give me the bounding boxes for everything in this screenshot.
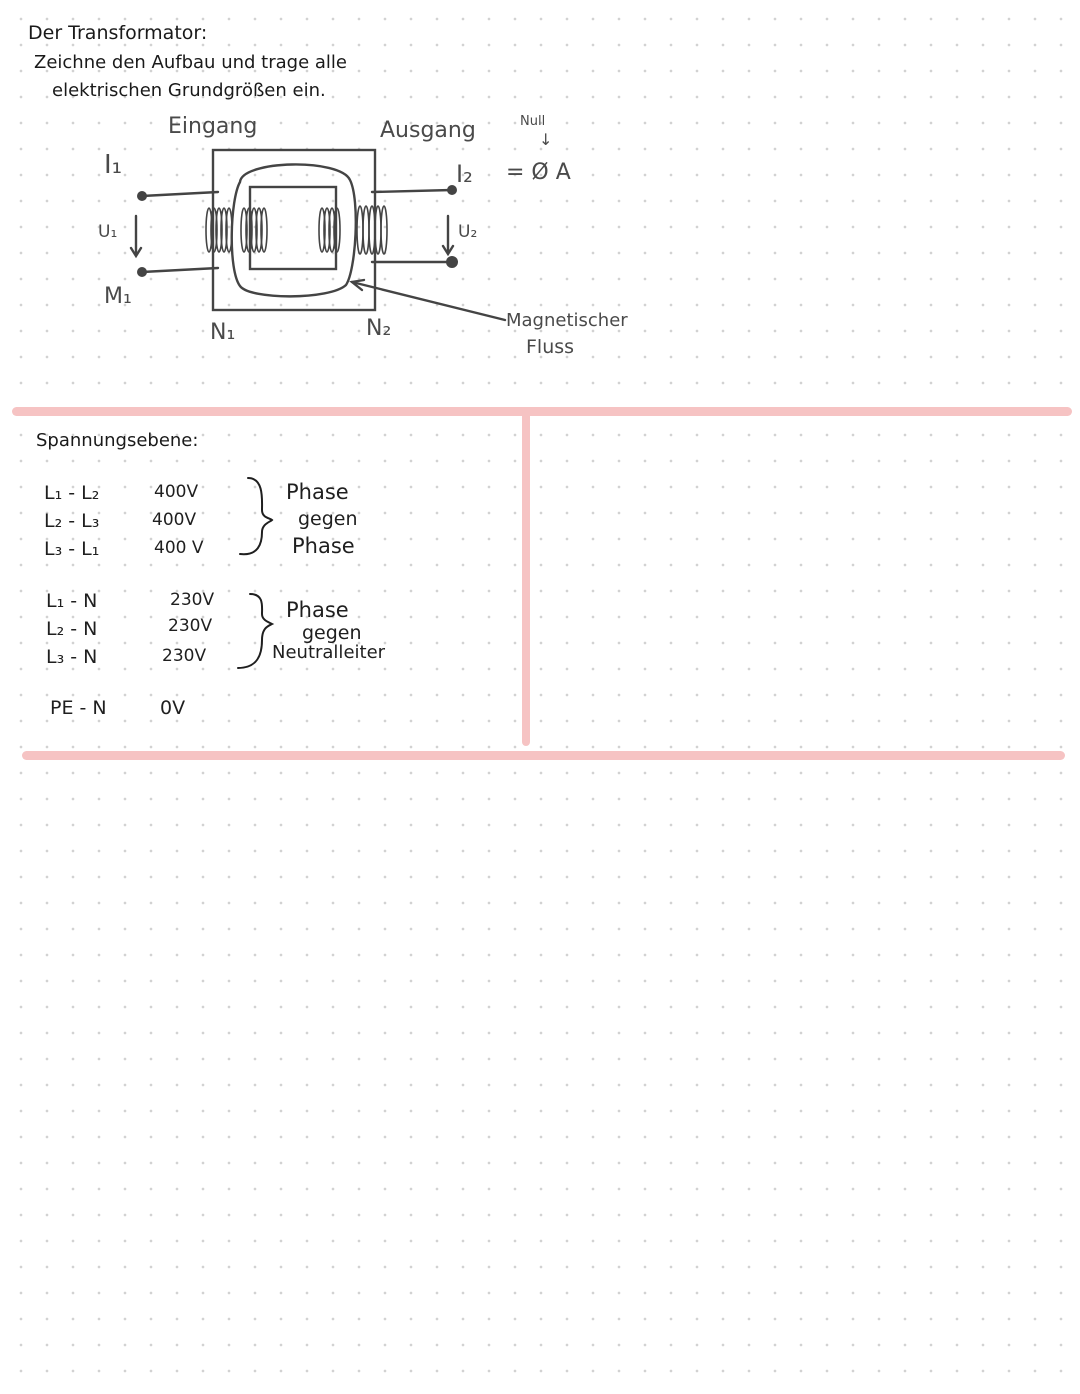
- divider-top: [12, 407, 1072, 416]
- winding-primary-label: N₁: [210, 320, 236, 345]
- pn-note-line1: Phase: [286, 598, 349, 622]
- current-out-equation: = Ø A: [506, 160, 571, 185]
- pn-value-2: 230V: [168, 616, 213, 636]
- core-inner: [250, 187, 336, 269]
- pp-pair-2: L₂ - L₃: [44, 510, 100, 532]
- winding-secondary-label: N₂: [366, 316, 392, 341]
- pn-value-3: 230V: [162, 646, 207, 666]
- pp-pair-1: L₁ - L₂: [44, 482, 100, 504]
- bracket-phase-neutral: [238, 594, 272, 668]
- secondary-coil: [319, 206, 387, 254]
- pn-pair-2: L₂ - N: [46, 618, 98, 640]
- pp-note-line1: Phase: [286, 480, 349, 504]
- flux-label-line1: Magnetischer: [506, 310, 628, 331]
- pp-pair-3: L₃ - L₁: [44, 538, 100, 560]
- pn-note-line3: Neutralleiter: [272, 642, 386, 663]
- pp-value-1: 400V: [154, 482, 199, 502]
- input-label: Eingang: [168, 114, 258, 139]
- page-title: Der Transformator:: [28, 22, 208, 44]
- terminal-out-bottom: [446, 256, 458, 268]
- null-label: Null: [520, 114, 546, 129]
- voltage-levels-heading: Spannungsebene:: [36, 430, 199, 451]
- task-line-2: elektrischen Grundgrößen ein.: [52, 80, 326, 101]
- pn-value-1: 230V: [170, 590, 215, 610]
- pn-pair-1: L₁ - N: [46, 590, 98, 612]
- voltage-out-label: U₂: [458, 222, 478, 242]
- secondary-wire-top: [372, 190, 452, 192]
- divider-vertical: [522, 410, 530, 746]
- pn-note-line2: gegen: [302, 622, 362, 644]
- primary-coil: [206, 208, 267, 252]
- current-out-label: I₂: [456, 160, 473, 188]
- output-label: Ausgang: [380, 118, 476, 143]
- primary-wire-top: [142, 192, 218, 196]
- primary-wire-bottom: [142, 268, 218, 272]
- bracket-phase-phase: [240, 478, 272, 554]
- terminal-in-bottom: [137, 267, 147, 277]
- pp-note-line3: Phase: [292, 534, 355, 558]
- pp-note-line2: gegen: [298, 508, 358, 530]
- pp-value-2: 400V: [152, 510, 197, 530]
- pn-pair-3: L₃ - N: [46, 646, 98, 668]
- divider-bottom: [22, 751, 1065, 760]
- task-line-1: Zeichne den Aufbau und trage alle: [34, 52, 347, 73]
- core-outer: [213, 150, 375, 310]
- pp-value-3: 400 V: [154, 538, 204, 558]
- terminal-label: M₁: [104, 284, 132, 309]
- pe-n-pair: PE - N: [50, 697, 107, 719]
- current-in-label: I₁: [104, 150, 123, 180]
- flux-label-line2: Fluss: [526, 336, 575, 358]
- pe-n-value: 0V: [160, 697, 186, 719]
- voltage-in-label: U₁: [98, 222, 118, 242]
- null-arrow: ↓: [539, 130, 553, 149]
- terminal-in-top: [137, 191, 147, 201]
